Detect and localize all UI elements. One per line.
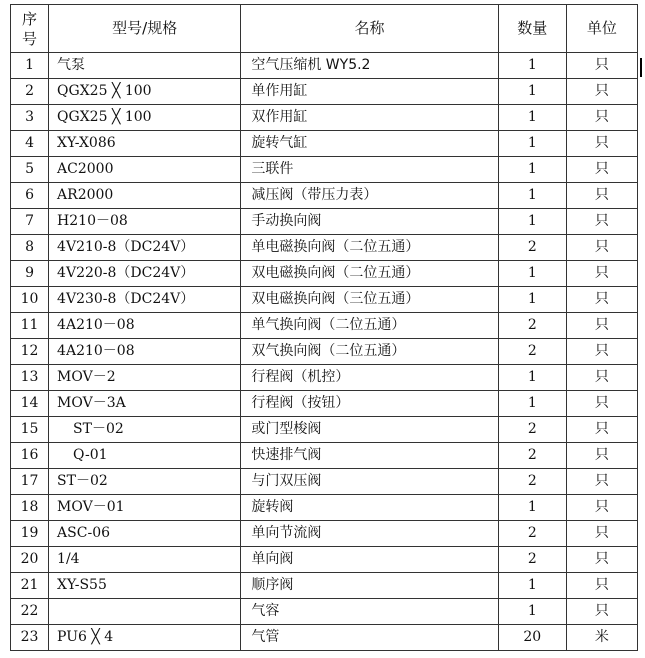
cell-unit: 米 bbox=[566, 625, 637, 651]
header-qty: 数量 bbox=[498, 5, 566, 53]
cell-qty: 2 bbox=[498, 469, 566, 495]
table-row bbox=[11, 339, 638, 365]
cell-no: 3 bbox=[11, 105, 49, 131]
cell-no: 8 bbox=[11, 235, 49, 261]
cell-qty: 1 bbox=[498, 495, 566, 521]
cell-name: 单电磁换向阀（二位五通） bbox=[241, 235, 498, 261]
cell-qty: 2 bbox=[498, 547, 566, 573]
cell-no: 17 bbox=[11, 469, 49, 495]
cell-unit: 只 bbox=[566, 287, 637, 313]
cell-no: 10 bbox=[11, 287, 49, 313]
table-row bbox=[11, 573, 638, 599]
text-cursor bbox=[640, 58, 642, 77]
cell-name: 行程阀（按钮） bbox=[241, 391, 498, 417]
cell-no: 14 bbox=[11, 391, 49, 417]
cell-unit: 只 bbox=[566, 261, 637, 287]
cell-model: H210－08 bbox=[49, 209, 241, 235]
cell-unit: 只 bbox=[566, 443, 637, 469]
table-row bbox=[11, 183, 638, 209]
cell-qty: 1 bbox=[498, 209, 566, 235]
table-row bbox=[11, 53, 638, 79]
cell-unit: 只 bbox=[566, 313, 637, 339]
cell-qty: 2 bbox=[498, 313, 566, 339]
table-row bbox=[11, 235, 638, 261]
cell-qty: 1 bbox=[498, 157, 566, 183]
table-row bbox=[11, 599, 638, 625]
cell-no: 12 bbox=[11, 339, 49, 365]
cell-unit: 只 bbox=[566, 599, 637, 625]
cell-model: XY-S55 bbox=[49, 573, 241, 599]
cell-no: 6 bbox=[11, 183, 49, 209]
cell-unit: 只 bbox=[566, 391, 637, 417]
cell-no: 1 bbox=[11, 53, 49, 79]
cell-unit: 只 bbox=[566, 131, 637, 157]
cell-qty: 2 bbox=[498, 235, 566, 261]
cell-model: PU6 ╳ 4 bbox=[49, 625, 241, 651]
cell-name: 旋转阀 bbox=[241, 495, 498, 521]
cell-model: ASC-06 bbox=[49, 521, 241, 547]
cell-name: 行程阀（机控） bbox=[241, 365, 498, 391]
cell-unit: 只 bbox=[566, 573, 637, 599]
table-header bbox=[11, 5, 638, 53]
table-row bbox=[11, 313, 638, 339]
cell-unit: 只 bbox=[566, 547, 637, 573]
cell-name: 快速排气阀 bbox=[241, 443, 498, 469]
cell-model bbox=[49, 599, 241, 625]
cell-unit: 只 bbox=[566, 339, 637, 365]
header-model: 型号/规格 bbox=[49, 5, 241, 53]
cell-name: 双电磁换向阀（二位五通） bbox=[241, 261, 498, 287]
cell-model: QGX25 ╳ 100 bbox=[49, 79, 241, 105]
cell-name: 单向阀 bbox=[241, 547, 498, 573]
cell-model: ST－02 bbox=[49, 469, 241, 495]
cell-no: 9 bbox=[11, 261, 49, 287]
cell-name: 三联件 bbox=[241, 157, 498, 183]
table-row bbox=[11, 443, 638, 469]
cell-no: 5 bbox=[11, 157, 49, 183]
cell-name: 手动换向阀 bbox=[241, 209, 498, 235]
table-row bbox=[11, 79, 638, 105]
cell-name: 单向节流阀 bbox=[241, 521, 498, 547]
cell-no: 22 bbox=[11, 599, 49, 625]
cell-name: 空气压缩机 WY5.2 bbox=[241, 53, 498, 79]
cell-qty: 1 bbox=[498, 391, 566, 417]
cell-unit: 只 bbox=[566, 365, 637, 391]
cell-model: 4A210－08 bbox=[49, 313, 241, 339]
header-no bbox=[11, 5, 49, 53]
cell-model: XY-X086 bbox=[49, 131, 241, 157]
cell-no: 18 bbox=[11, 495, 49, 521]
cell-unit: 只 bbox=[566, 417, 637, 443]
cell-model: MOV－01 bbox=[49, 495, 241, 521]
cell-unit: 只 bbox=[566, 53, 637, 79]
cell-name: 减压阀（带压力表） bbox=[241, 183, 498, 209]
cell-qty: 1 bbox=[498, 287, 566, 313]
table-row bbox=[11, 131, 638, 157]
cell-model: Q-01 bbox=[49, 443, 241, 469]
cell-no: 16 bbox=[11, 443, 49, 469]
cell-name: 气管 bbox=[241, 625, 498, 651]
header-unit: 单位 bbox=[566, 5, 637, 53]
cell-name: 与门双压阀 bbox=[241, 469, 498, 495]
cell-qty: 2 bbox=[498, 521, 566, 547]
cell-qty: 2 bbox=[498, 443, 566, 469]
cell-model: 4V210-8（DC24V） bbox=[49, 235, 241, 261]
cell-no: 15 bbox=[11, 417, 49, 443]
cell-qty: 1 bbox=[498, 573, 566, 599]
table-row bbox=[11, 521, 638, 547]
table-row bbox=[11, 209, 638, 235]
cell-model: 4V230-8（DC24V） bbox=[49, 287, 241, 313]
cell-no: 2 bbox=[11, 79, 49, 105]
cell-unit: 只 bbox=[566, 209, 637, 235]
cell-unit: 只 bbox=[566, 521, 637, 547]
table-row bbox=[11, 365, 638, 391]
cell-qty: 2 bbox=[498, 417, 566, 443]
cell-no: 21 bbox=[11, 573, 49, 599]
table-row bbox=[11, 105, 638, 131]
header-no-line2: 号 bbox=[22, 29, 38, 48]
table-row bbox=[11, 157, 638, 183]
cell-qty: 1 bbox=[498, 183, 566, 209]
cell-no: 23 bbox=[11, 625, 49, 651]
cell-model: MOV－2 bbox=[49, 365, 241, 391]
table-row bbox=[11, 287, 638, 313]
cell-no: 4 bbox=[11, 131, 49, 157]
cell-unit: 只 bbox=[566, 469, 637, 495]
cell-qty: 1 bbox=[498, 261, 566, 287]
table-row bbox=[11, 261, 638, 287]
cell-name: 气容 bbox=[241, 599, 498, 625]
table-body bbox=[11, 53, 638, 651]
table-row bbox=[11, 391, 638, 417]
cell-model: 1/4 bbox=[49, 547, 241, 573]
cell-model: 4V220-8（DC24V） bbox=[49, 261, 241, 287]
cell-model: MOV－3A bbox=[49, 391, 241, 417]
header-no-line1: 序 bbox=[22, 9, 38, 28]
table-row bbox=[11, 547, 638, 573]
cell-unit: 只 bbox=[566, 157, 637, 183]
cell-qty: 20 bbox=[498, 625, 566, 651]
cell-model: 气泵 bbox=[49, 53, 241, 79]
cell-model: QGX25 ╳ 100 bbox=[49, 105, 241, 131]
cell-unit: 只 bbox=[566, 79, 637, 105]
cell-no: 13 bbox=[11, 365, 49, 391]
table-row bbox=[11, 417, 638, 443]
header-row bbox=[11, 5, 638, 53]
cell-model: AR2000 bbox=[49, 183, 241, 209]
cell-no: 11 bbox=[11, 313, 49, 339]
cell-no: 19 bbox=[11, 521, 49, 547]
cell-no: 7 bbox=[11, 209, 49, 235]
cell-qty: 1 bbox=[498, 79, 566, 105]
table-row bbox=[11, 469, 638, 495]
table-row bbox=[11, 495, 638, 521]
cell-name: 单气换向阀（二位五通） bbox=[241, 313, 498, 339]
cell-unit: 只 bbox=[566, 495, 637, 521]
cell-name: 旋转气缸 bbox=[241, 131, 498, 157]
cell-unit: 只 bbox=[566, 183, 637, 209]
cell-qty: 1 bbox=[498, 53, 566, 79]
cell-name: 或门型梭阀 bbox=[241, 417, 498, 443]
cell-qty: 1 bbox=[498, 599, 566, 625]
equipment-list-sheet bbox=[10, 4, 638, 651]
header-name: 名称 bbox=[241, 5, 498, 53]
cell-qty: 1 bbox=[498, 105, 566, 131]
cell-name: 顺序阀 bbox=[241, 573, 498, 599]
cell-model: ST－02 bbox=[49, 417, 241, 443]
cell-name: 双作用缸 bbox=[241, 105, 498, 131]
cell-name: 双气换向阀（二位五通） bbox=[241, 339, 498, 365]
cell-no: 20 bbox=[11, 547, 49, 573]
cell-qty: 1 bbox=[498, 131, 566, 157]
cell-model: 4A210－08 bbox=[49, 339, 241, 365]
cell-name: 双电磁换向阀（三位五通） bbox=[241, 287, 498, 313]
equipment-table bbox=[10, 4, 638, 651]
cell-qty: 1 bbox=[498, 365, 566, 391]
cell-unit: 只 bbox=[566, 105, 637, 131]
cell-unit: 只 bbox=[566, 235, 637, 261]
cell-name: 单作用缸 bbox=[241, 79, 498, 105]
table-row bbox=[11, 625, 638, 651]
cell-model: AC2000 bbox=[49, 157, 241, 183]
cell-qty: 2 bbox=[498, 339, 566, 365]
